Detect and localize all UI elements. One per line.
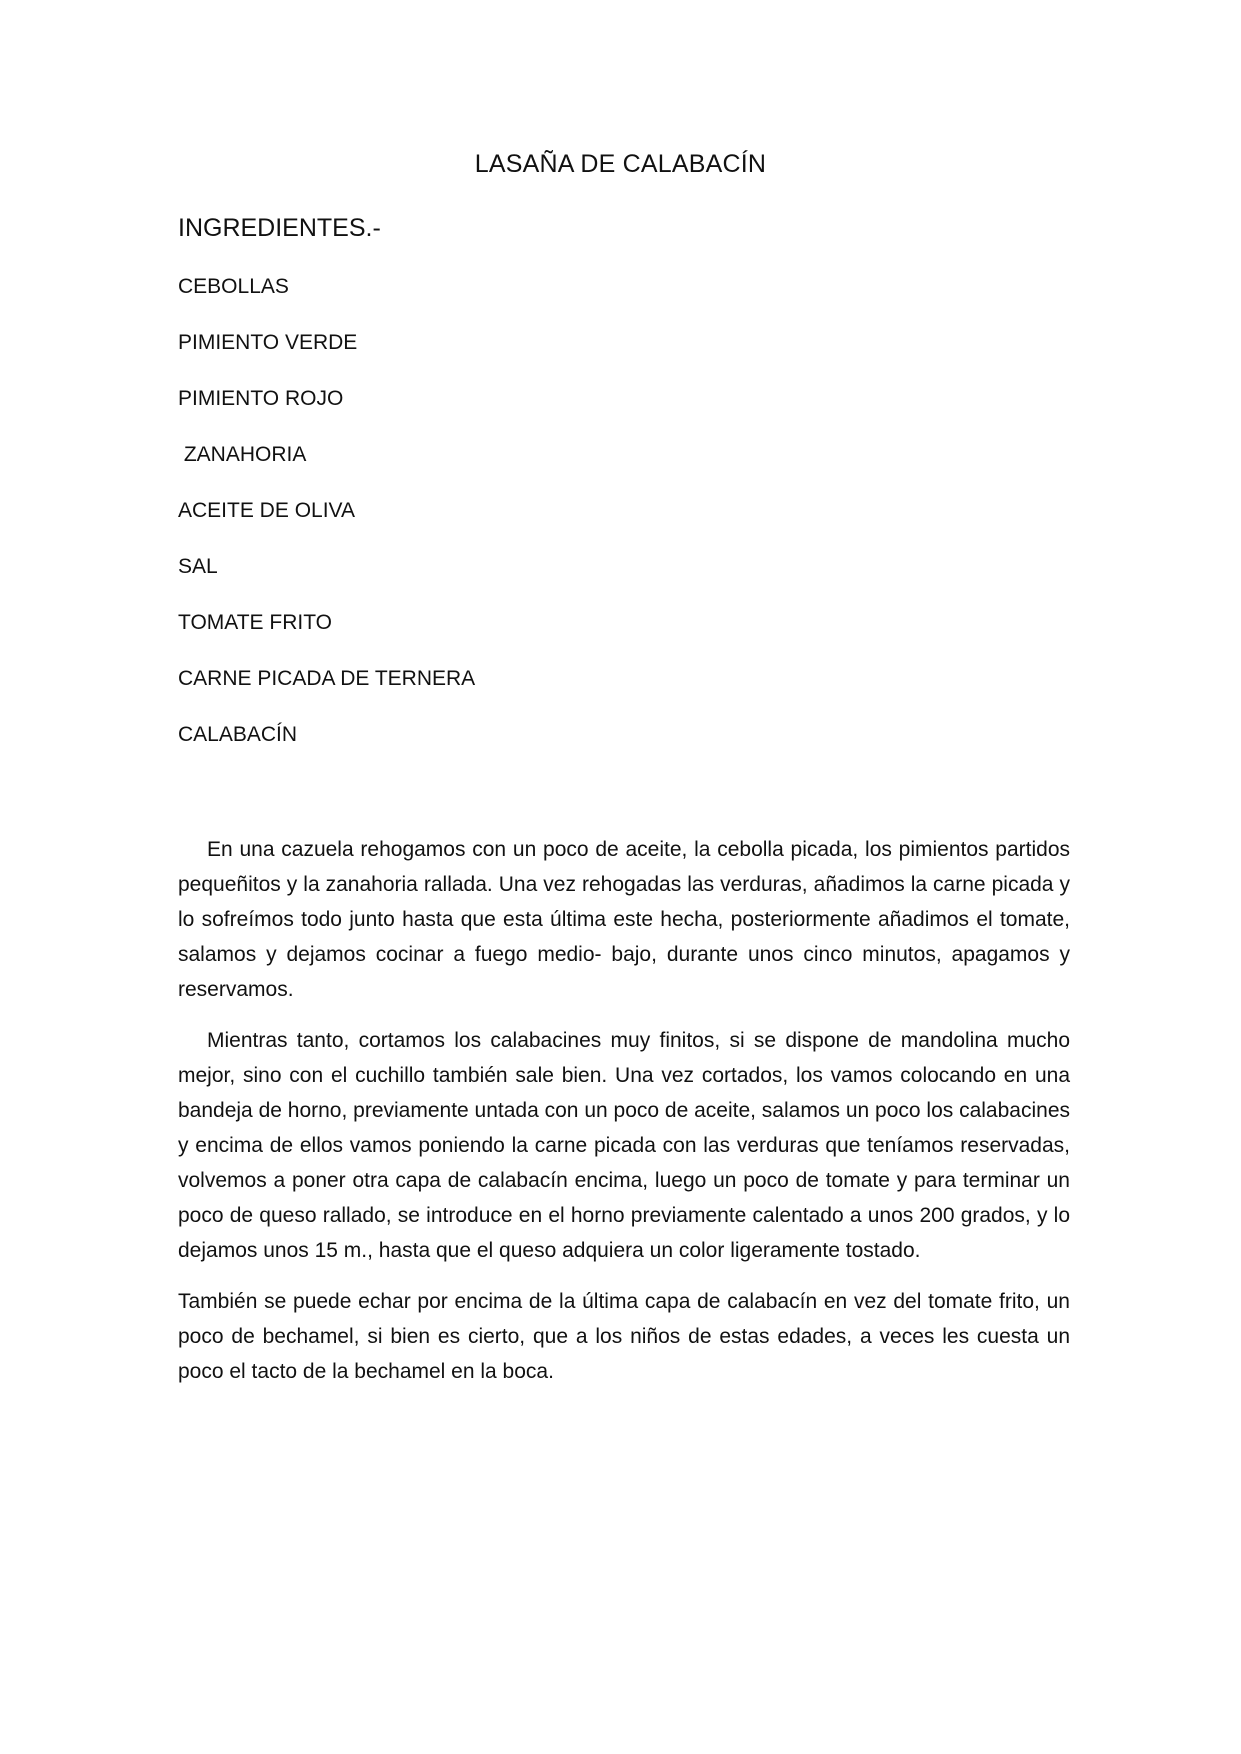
ingredients-list — [178, 274, 475, 778]
ingredient-item: PIMIENTO ROJO — [178, 387, 344, 410]
recipe-instructions — [178, 832, 1070, 1405]
ingredient-item: CARNE PICADA DE TERNERA — [178, 667, 476, 690]
ingredients-heading: INGREDIENTES.- — [178, 214, 381, 242]
ingredient-item: TOMATE FRITO — [178, 611, 333, 634]
instruction-paragraph: También se puede echar por encima de la última capa de calabacín en vez del tomate frito, un poco de bechamel, si bien es cierto, que a los niños de estas edades, a veces les cuesta un poco el tacto de la bechamel en la boca. — [178, 1290, 1070, 1383]
ingredient-item: SAL — [178, 555, 218, 578]
ingredient-item: ZANAHORIA — [178, 443, 307, 466]
instruction-paragraph: En una cazuela rehogamos con un poco de aceite, la cebolla picada, los pimientos partidos pequeñitos y la zanahoria rallada. Una vez rehogadas las verduras, añadimos la carne picada y lo sofreímos todo junto hasta que esta última este hecha, posteriormente añadimos el tomate, salamos y dejamos cocinar a fuego medio- bajo, durante unos cinco minutos, apagamos y reservamos. — [178, 838, 1070, 1001]
ingredient-item: CEBOLLAS — [178, 275, 289, 298]
instruction-paragraph: Mientras tanto, cortamos los calabacines muy finitos, si se dispone de mandolina mucho mejor, sino con el cuchillo también sale bien. Una vez cortados, los vamos colocando en una bandeja de horno, previamente untada con un poco de aceite, salamos un poco los calabacines y encima de ellos vamos poniendo la carne picada con las verduras que teníamos reservadas, volvemos a poner otra capa de calabacín encima, luego un poco de tomate y para terminar un poco de queso rallado, se introduce en el horno previamente calentado a unos 200 grados, y lo dejamos unos 15 m., hasta que el queso adquiera un color ligeramente tostado. — [178, 1029, 1070, 1262]
recipe-title: LASAÑA DE CALABACÍN — [474, 150, 767, 178]
ingredient-item: PIMIENTO VERDE — [178, 331, 358, 354]
ingredient-item: CALABACÍN — [178, 723, 298, 746]
ingredient-item: ACEITE DE OLIVA — [178, 499, 355, 522]
